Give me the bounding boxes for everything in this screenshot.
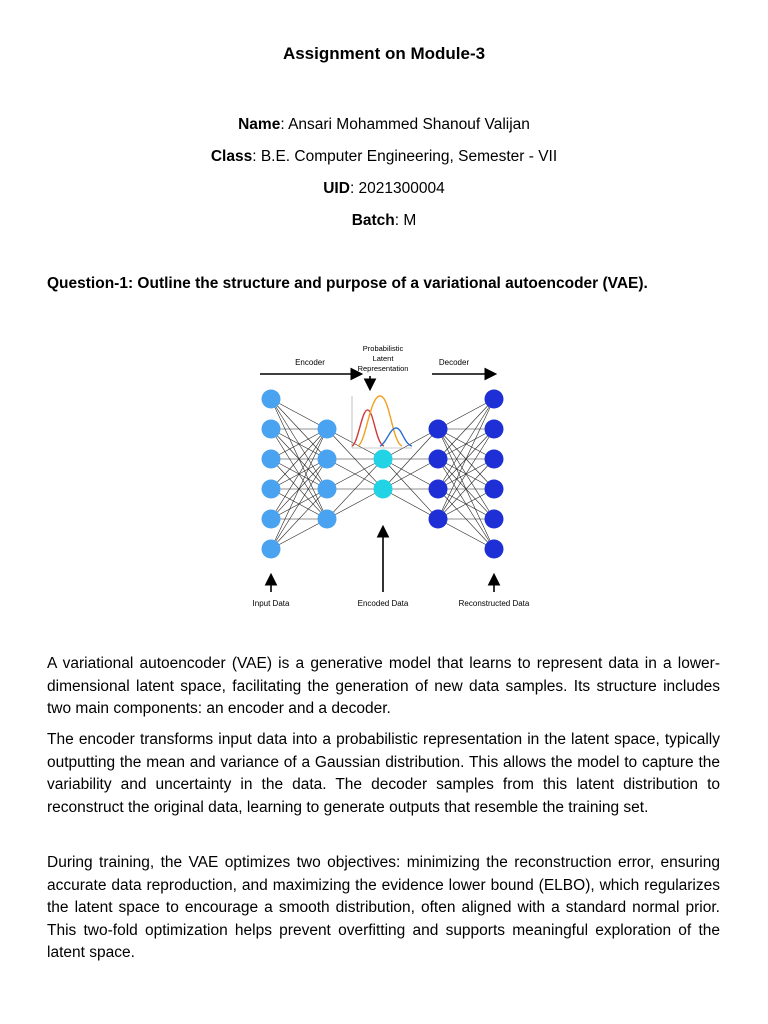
neuron-node-layer-5 xyxy=(485,510,504,529)
student-uid-line xyxy=(0,180,768,198)
neuron-node-layer-2 xyxy=(318,480,337,499)
connection-line xyxy=(438,519,494,549)
class-value: : B.E. Computer Engineering, Semester - VII xyxy=(252,148,558,165)
name-value: : Ansari Mohammed Shanouf Valijan xyxy=(280,116,530,133)
neuron-node-layer-5 xyxy=(485,480,504,499)
vae-diagram xyxy=(128,338,640,613)
gaussian-curves-icon xyxy=(352,396,412,448)
network-connections xyxy=(271,399,494,549)
neuron-node-layer-4 xyxy=(429,510,448,529)
neuron-node-layer-4 xyxy=(429,420,448,439)
reconstructed-data-label: Reconstructed Data xyxy=(458,599,530,608)
neuron-node-layer-1 xyxy=(262,390,281,409)
neuron-node-layer-2 xyxy=(318,420,337,439)
neuron-node-layer-5 xyxy=(485,450,504,469)
neuron-node-layer-1 xyxy=(262,480,281,499)
latent-label-line2: Latent xyxy=(372,354,394,363)
batch-label: Batch xyxy=(351,212,395,229)
neuron-node-layer-2 xyxy=(318,450,337,469)
neuron-node-layer-1 xyxy=(262,420,281,439)
input-data-label: Input Data xyxy=(252,599,290,608)
neuron-node-layer-5 xyxy=(485,390,504,409)
encoder-label: Encoder xyxy=(295,358,325,367)
neuron-node-layer-3 xyxy=(374,480,393,499)
neuron-node-layer-1 xyxy=(262,540,281,559)
connection-line xyxy=(327,429,383,459)
student-batch-line xyxy=(0,212,768,230)
neuron-node-layer-5 xyxy=(485,540,504,559)
document-title: Assignment on Module-3 xyxy=(282,44,486,63)
student-name-line xyxy=(0,116,768,134)
connection-line xyxy=(271,399,327,429)
neuron-node-layer-5 xyxy=(485,420,504,439)
encoded-data-label: Encoded Data xyxy=(357,599,409,608)
name-label: Name xyxy=(238,116,281,133)
neuron-node-layer-2 xyxy=(318,510,337,529)
class-label: Class xyxy=(210,148,253,165)
neuron-node-layer-3 xyxy=(374,450,393,469)
paragraph-2: The encoder transforms input data into a probabilistic representation in the latent space, typically outputting the mean and variance of a Gaussian distribution. This allows the model to capture the variability and uncertainty in the data. The decoder samples from this latent distribution to reconstruct the original data, learning to generate outputs that resemble the training set. xyxy=(47,731,720,816)
connection-line xyxy=(271,459,327,549)
paragraph-3: During training, the VAE optimizes two objectives: minimizing the reconstruction error, ensuring accurate data reproduction, and maximizing the evidence lower bound (ELBO), which regularizes the latent space to encourage a smooth distribution, often aligned with a standard normal prior. This two-fold optimization helps prevent overfitting and supports meaningful exploration of the latent space. xyxy=(47,854,720,962)
decoder-label: Decoder xyxy=(438,358,470,367)
paragraph-1: A variational autoencoder (VAE) is a generative model that learns to represent data in a lower-dimensional latent space, facilitating the generation of new data samples. Its structure includes two main components: an encoder and a decoder. xyxy=(47,655,720,718)
latent-label-line1: Probabilistic xyxy=(362,344,404,353)
connection-line xyxy=(271,519,327,549)
batch-value: : M xyxy=(394,212,417,229)
neuron-node-layer-4 xyxy=(429,450,448,469)
neuron-node-layer-4 xyxy=(429,480,448,499)
neuron-node-layer-1 xyxy=(262,450,281,469)
connection-line xyxy=(438,399,494,429)
student-class-line xyxy=(0,148,768,166)
latent-label-line3: Representation xyxy=(357,364,409,373)
uid-label: UID xyxy=(323,180,350,197)
uid-value: : 2021300004 xyxy=(349,180,445,197)
connection-line xyxy=(327,489,383,519)
neuron-node-layer-1 xyxy=(262,510,281,529)
question-heading: Question-1: Outline the structure and purpose of a variational autoencoder (VAE). xyxy=(47,275,648,292)
connection-line xyxy=(438,399,494,489)
